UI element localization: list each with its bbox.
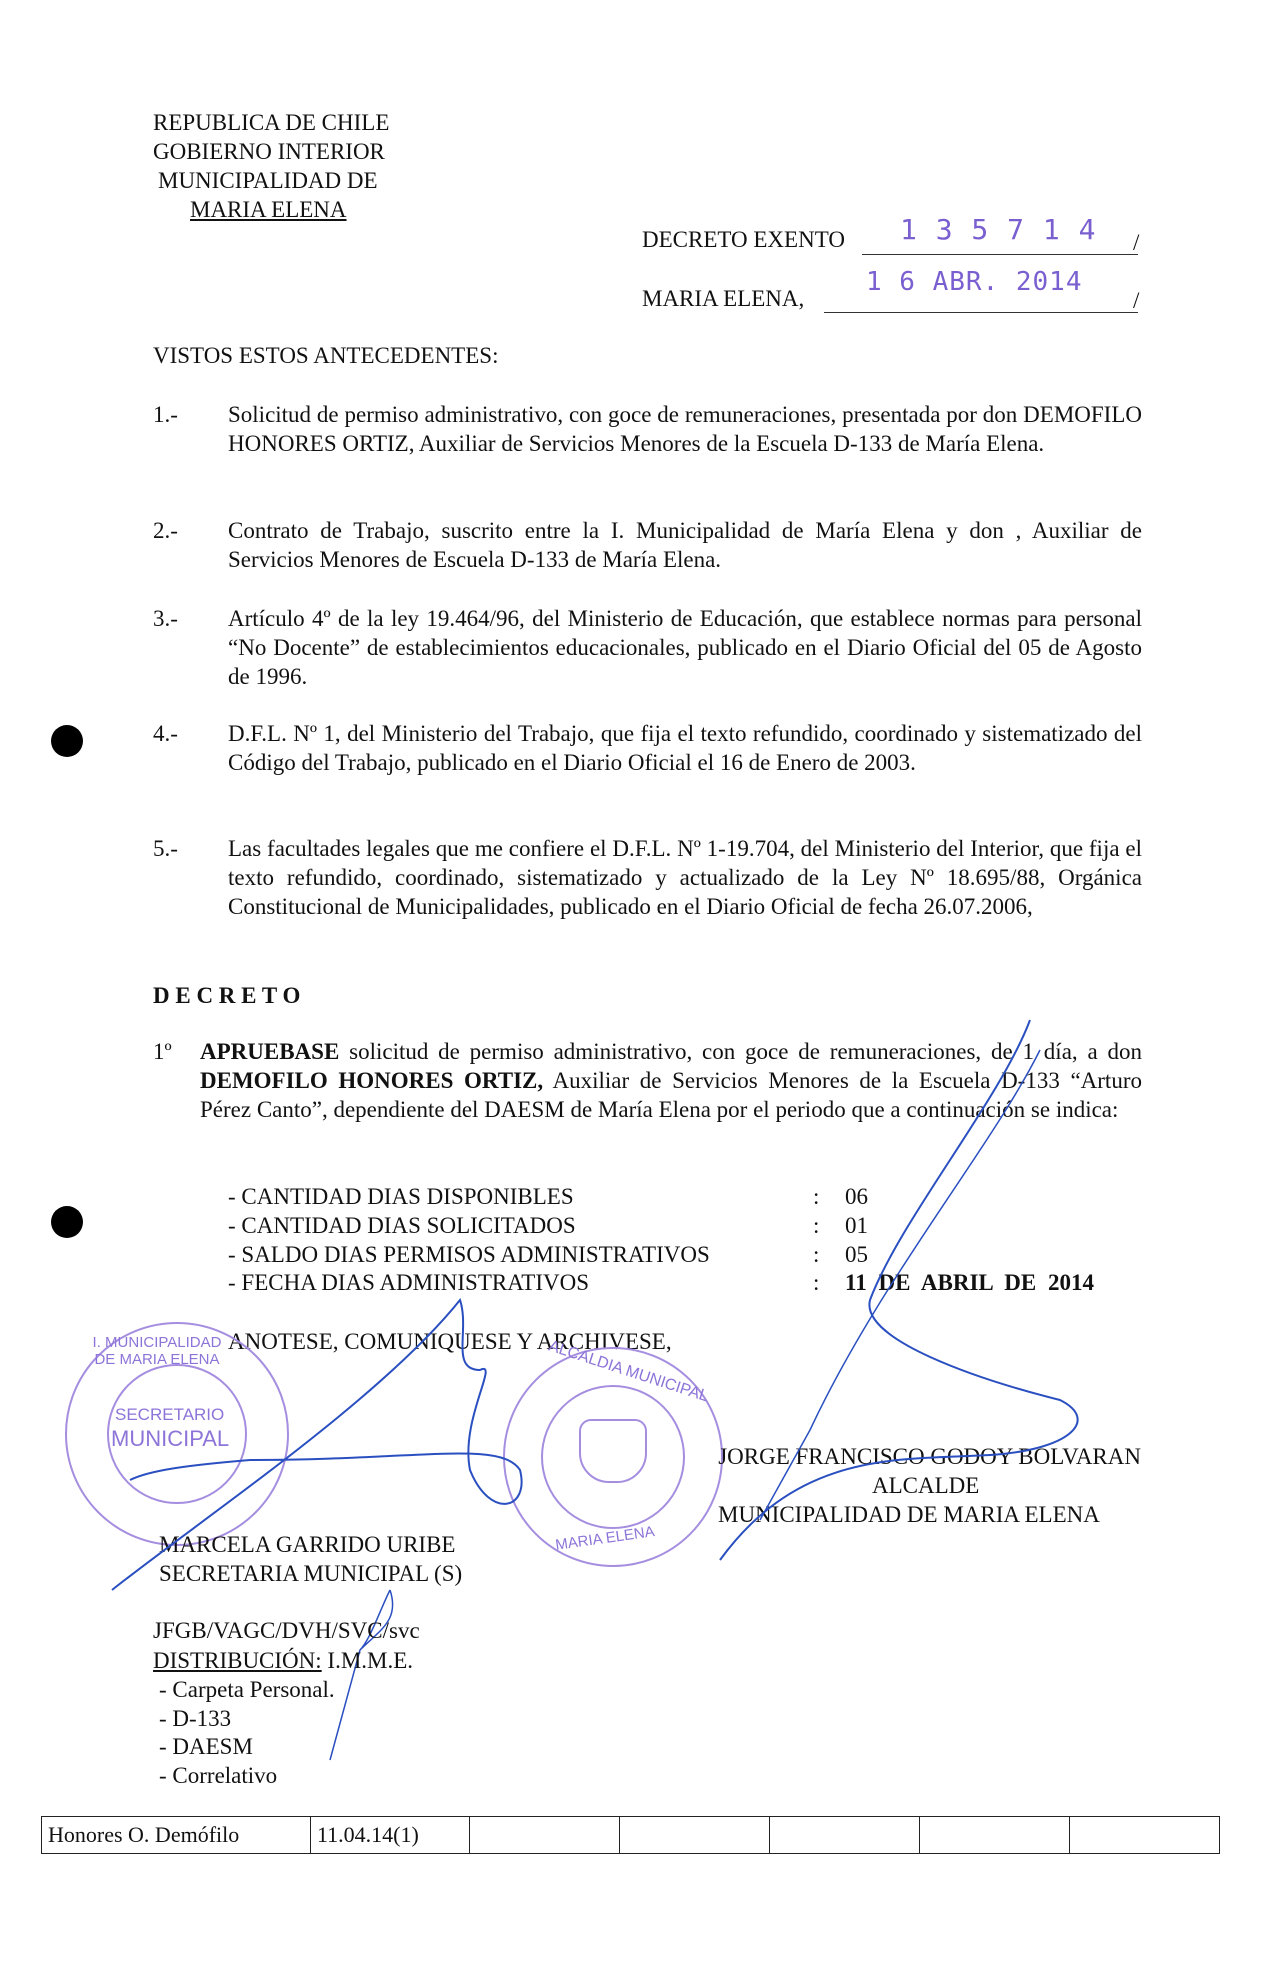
detail-label: - CANTIDAD DIAS SOLICITADOS <box>228 1213 576 1238</box>
decreto-text-part: Auxiliar de Servicios Menores de la Escuela D-133 “Arturo Pérez Canto”, dependiente del DAESM de María Elena por el periodo que a continuación se indica: <box>200 1068 1142 1122</box>
item-number: 5.- <box>153 836 178 861</box>
item-text: Las facultades legales que me confiere el D.F.L. Nº 1-19.704, del Ministerio del Interior, que fija el texto refundido, coordinado, sistematizado y actualizado de la Ley Nº 18.695/88, Orgánica Constitucional de Municipalidades, publicado en el Diario Oficial de fecha 26.07.2006, <box>228 836 1142 919</box>
table-cell <box>620 1817 770 1854</box>
item-text: Solicitud de permiso administrativo, con goce de remuneraciones, presentada por don DEMOFILO HONORES ORTIZ, Auxiliar de Servicios Menores de la Escuela D-133 de María Elena. <box>228 402 1142 456</box>
distribution-item: - DAESM <box>159 1734 253 1759</box>
colon: : <box>813 1242 820 1267</box>
place-label: MARIA ELENA, <box>642 286 805 311</box>
decreto-text-part: solicitud de permiso administrativo, con goce de remuneraciones, de 1 día, a don <box>339 1039 1142 1064</box>
initials: JFGB/VAGC/DVH/SVC/svc <box>153 1618 420 1643</box>
item-number: 1.- <box>153 402 178 427</box>
record-table <box>41 1816 1220 1854</box>
header-republica: REPUBLICA DE CHILE <box>153 110 390 135</box>
detail-label: - SALDO DIAS PERMISOS ADMINISTRATIVOS <box>228 1242 710 1267</box>
item-text: Artículo 4º de la ley 19.464/96, del Ministerio de Educación, que establece normas para personal “No Docente” de establecimientos educacionales, publicado en el Diario Oficial del 05 de Agosto de 1996. <box>228 606 1142 689</box>
distribution-label: DISTRIBUCIÓN: <box>153 1648 322 1673</box>
mayor-org: MUNICIPALIDAD DE MARIA ELENA <box>718 1502 1100 1527</box>
secretary-name: MARCELA GARRIDO URIBE <box>159 1532 456 1557</box>
slash: / <box>1133 230 1140 255</box>
distribution-item: - Carpeta Personal. <box>159 1677 335 1702</box>
stamp-ring-text: I. MUNICIPALIDAD DE MARIA ELENA <box>92 1334 222 1368</box>
decree-label: DECRETO EXENTO <box>642 227 845 252</box>
table-cell: Honores O. Demófilo <box>42 1817 311 1854</box>
decree-number-stamp: 1 3 5 7 1 4 <box>900 213 1097 246</box>
vistos-title: VISTOS ESTOS ANTECEDENTES: <box>153 343 499 368</box>
distribution <box>153 1646 413 1675</box>
date-stamp: 1 6 ABR. 2014 <box>866 267 1083 297</box>
detail-label: - CANTIDAD DIAS DISPONIBLES <box>228 1184 574 1209</box>
mayor-name: JORGE FRANCISCO GODOY BOLVARAN <box>718 1444 1141 1469</box>
table-cell <box>920 1817 1070 1854</box>
employee-name: DEMOFILO HONORES ORTIZ, <box>200 1068 544 1093</box>
detail-value: 01 <box>845 1213 868 1238</box>
stamp-ring-text: ALCALDIA MUNICIPAL <box>546 1337 711 1406</box>
slash: / <box>1133 288 1140 313</box>
distribution-value: I.M.M.E. <box>321 1648 414 1673</box>
table-cell: 11.04.14(1) <box>311 1817 470 1854</box>
header-gobierno: GOBIERNO INTERIOR <box>153 139 385 164</box>
detail-label: - FECHA DIAS ADMINISTRATIVOS <box>228 1270 590 1295</box>
decreto-number: 1º <box>153 1039 172 1064</box>
secretary-title: SECRETARIA MUNICIPAL (S) <box>159 1561 463 1586</box>
distribution-item: - D-133 <box>159 1706 232 1731</box>
detail-value: 11 DE ABRIL DE 2014 <box>845 1270 1094 1295</box>
mayor-title: ALCALDE <box>872 1473 980 1498</box>
detail-value: 06 <box>845 1184 868 1209</box>
colon: : <box>813 1213 820 1238</box>
item-number: 3.- <box>153 606 178 631</box>
table-row <box>42 1817 1220 1854</box>
header-maria-elena: MARIA ELENA <box>190 197 347 222</box>
table-cell <box>1070 1817 1220 1854</box>
item-text: D.F.L. Nº 1, del Ministerio del Trabajo, que fija el texto refundido, coordinado y sistematizado del Código del Trabajo, publicado en el Diario Oficial el 16 de Enero de 2003. <box>228 721 1142 775</box>
header-municipalidad: MUNICIPALIDAD DE <box>158 168 378 193</box>
item-text: Contrato de Trabajo, suscrito entre la I. Municipalidad de María Elena y don , Auxiliar de Servicios Menores de Escuela D-133 de María Elena. <box>228 518 1142 572</box>
item-number: 2.- <box>153 518 178 543</box>
stamp-bottom-text: MARIA ELENA <box>554 1523 656 1554</box>
closing: ANOTESE, COMUNIQUESE Y ARCHIVESE, <box>228 1329 672 1354</box>
table-cell <box>770 1817 920 1854</box>
stamp-municipal: MUNICIPAL <box>111 1426 230 1451</box>
colon: : <box>813 1270 820 1295</box>
colon: : <box>813 1184 820 1209</box>
table-cell <box>470 1817 620 1854</box>
distribution-item: - Correlativo <box>159 1763 278 1788</box>
stamp-secretario: SECRETARIO <box>115 1405 225 1424</box>
item-number: 4.- <box>153 721 178 746</box>
decreto-bold: APRUEBASE <box>200 1039 340 1064</box>
detail-value: 05 <box>845 1242 868 1267</box>
decreto-title: D E C R E T O <box>153 983 301 1008</box>
